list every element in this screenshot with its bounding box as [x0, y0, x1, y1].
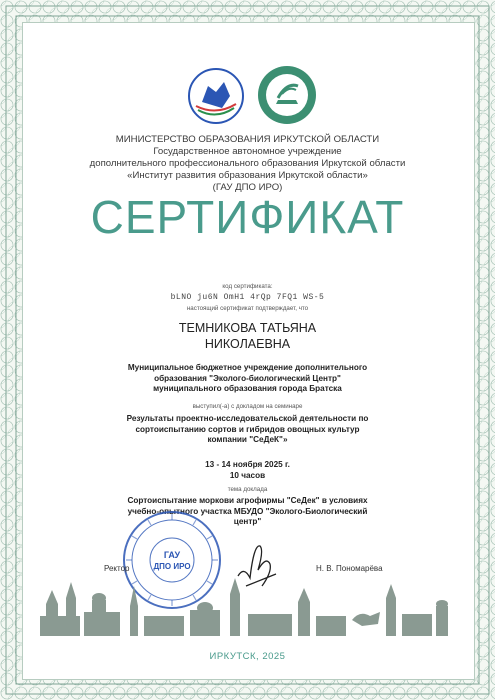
event-line: Результаты проектно-исследовательской деятельности по	[126, 414, 369, 423]
issuer-block	[0, 134, 495, 194]
stamp-center-line: ГАУ	[163, 550, 181, 560]
recipient-name	[0, 320, 495, 352]
issuer-line: (ГАУ ДПО ИРО)	[212, 182, 283, 193]
topic-line: учебно-опытного участка МБУДО "Эколого-Биологический	[127, 506, 368, 516]
topic-block	[0, 496, 495, 528]
event-block	[0, 414, 495, 446]
ministry-name: МИНИСТЕРСТВО ОБРАЗОВАНИЯ ИРКУТСКОЙ ОБЛАСТИ	[115, 134, 380, 145]
footer-city-year: ИРКУТСК, 2025	[209, 651, 286, 662]
event-dates: 13 - 14 ноября 2025 г.	[205, 460, 290, 469]
rector-label: Ректор	[104, 564, 130, 573]
topic-label: тема доклада	[227, 486, 268, 493]
recipient-line: ТЕМНИКОВА ТАТЬЯНА	[178, 321, 317, 335]
organization-block	[0, 363, 495, 395]
code-label: код сертификата:	[222, 283, 273, 290]
issuer-line: дополнительного профессионального образования Иркутской области	[89, 158, 406, 169]
rector-name: Н. В. Пономарёва	[316, 564, 383, 573]
organization-line: муниципального образования города Братска	[153, 384, 342, 393]
event-intro: выступил(-а) с докладом на семинаре	[192, 403, 303, 410]
issuer-line: «Институт развития образования Иркутской области»	[127, 170, 368, 181]
recipient-line: НИКОЛАЕВНА	[204, 337, 291, 351]
iro-logo-icon	[186, 66, 246, 126]
confirm-text: настоящий сертификат подтверждает, что	[186, 305, 309, 312]
institute-emblem-icon	[256, 64, 318, 126]
stamp-center-line: ДПО ИРО	[153, 562, 191, 571]
topic-line: центр"	[233, 517, 262, 526]
event-line: компании "СеДеК"»	[207, 435, 288, 444]
event-line: сортоиспытанию сортов и гибридов овощных культур	[135, 424, 360, 434]
certificate-title: СЕРТИФИКАТ	[90, 191, 405, 243]
city-skyline-icon	[40, 576, 455, 636]
organization-line: образования "Эколого-биологический Центр"	[154, 373, 341, 383]
organization-line: Муниципальное бюджетное учреждение дополнительного	[127, 363, 368, 372]
event-hours: 10 часов	[229, 471, 266, 480]
topic-line: Сортоиспытание моркови агрофирмы "СеДек" в условиях	[127, 496, 368, 505]
code-value: bLNO ju6N OmH1 4rQp 7FQ1 WS-5	[170, 293, 325, 302]
issuer-line: Государственное автономное учреждение	[153, 146, 342, 157]
